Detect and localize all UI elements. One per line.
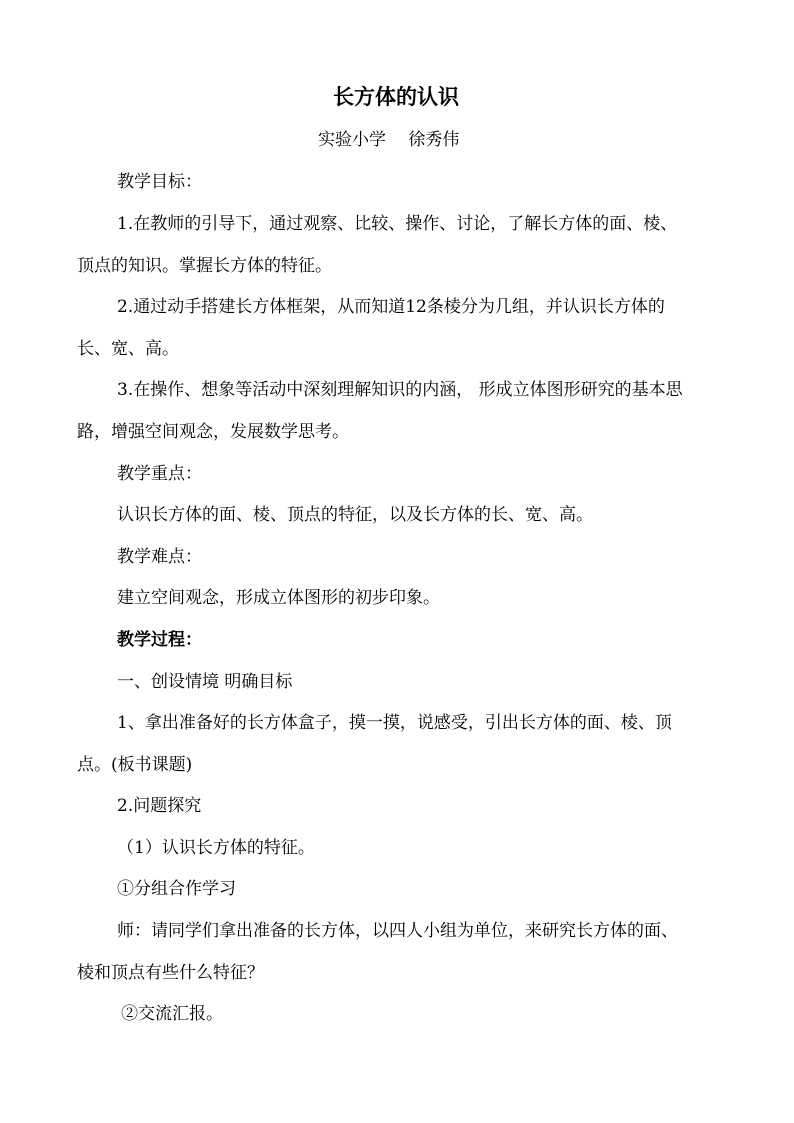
- difficulties-heading: 教学难点：: [117, 547, 202, 567]
- process-circle-1: ①分组合作学习: [117, 879, 236, 899]
- process-circle-2: ②交流汇报。: [121, 1004, 223, 1024]
- objective-3-line-1: 3.在操作、想象等活动中深刻理解知识的内涵， 形成立体图形研究的基本思: [117, 380, 683, 400]
- objective-3-line-2: 路，增强空间观念，发展数学思考。: [77, 422, 349, 442]
- process-step-2: 2.问题探究: [117, 796, 202, 816]
- objective-1-line-2: 顶点的知识。掌握长方体的特征。: [77, 256, 332, 276]
- teacher-line-2: 棱和顶点有些什么特征？: [77, 963, 264, 983]
- difficulties-text: 建立空间观念，形成立体图形的初步印象。: [117, 588, 440, 608]
- objective-2-line-1: 2.通过动手搭建长方体框架，从而知道12条棱分为几组，并认识长方体的: [117, 297, 665, 317]
- key-points-text: 认识长方体的面、棱、顶点的特征，以及长方体的长、宽、高。: [117, 505, 593, 525]
- process-section-1: 一、创设情境 明确目标: [117, 672, 293, 692]
- key-points-heading: 教学重点：: [117, 464, 202, 484]
- objective-1-line-1: 1.在教师的引导下，通过观察、比较、操作、讨论，了解长方体的面、棱、: [117, 214, 678, 234]
- objective-2-line-2: 长、宽、高。: [77, 339, 179, 359]
- process-step-1-line-2: 点。(板书课题): [77, 755, 193, 775]
- process-step-1-line-1: 1、拿出准备好的长方体盒子，摸一摸，说感受，引出长方体的面、棱、顶: [117, 713, 672, 733]
- process-heading: 教学过程：: [117, 630, 202, 650]
- process-sub-1: （1）认识长方体的特征。: [117, 838, 315, 858]
- author-line: 实验小学 徐秀伟: [318, 130, 460, 150]
- page-title: 长方体的认识: [333, 84, 459, 109]
- objectives-heading: 教学目标：: [117, 172, 202, 192]
- teacher-line-1: 师：请同学们拿出准备的长方体，以四人小组为单位，来研究长方体的面、: [117, 921, 678, 941]
